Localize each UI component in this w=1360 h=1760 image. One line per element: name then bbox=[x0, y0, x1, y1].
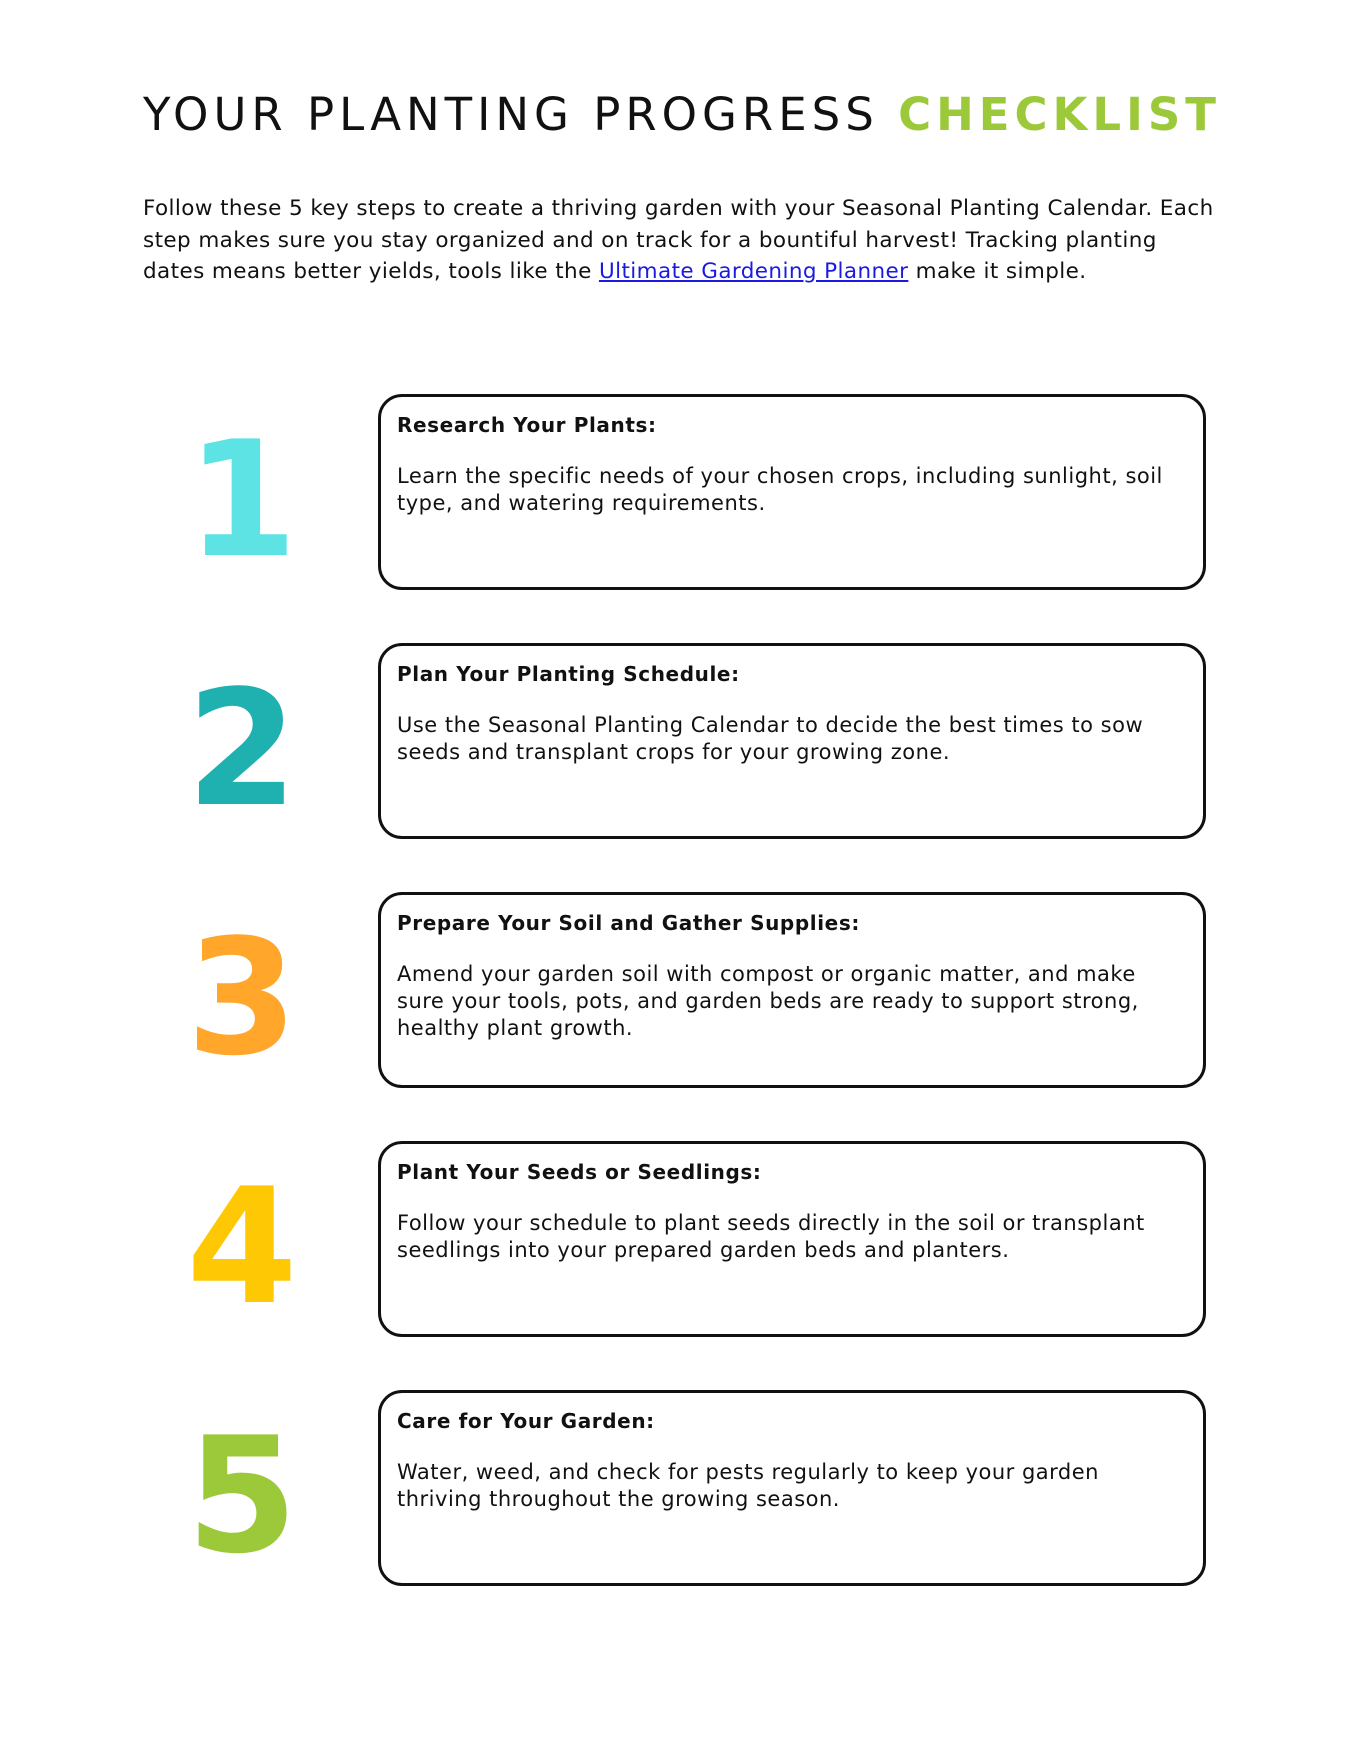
step-title: Prepare Your Soil and Gather Supplies: bbox=[397, 911, 860, 935]
step-card-research bbox=[378, 394, 1206, 590]
title-main: YOUR PLANTING PROGRESS bbox=[143, 88, 899, 141]
step-description: Learn the specific needs of your chosen crops, including sunlight, soil type, and watering requirements. bbox=[397, 464, 1163, 515]
step-card-prepare bbox=[378, 892, 1206, 1088]
title-accent: CHECKLIST bbox=[898, 88, 1221, 141]
step-number-5: 5 bbox=[186, 1402, 298, 1589]
step-description: Follow your schedule to plant seeds directly in the soil or transplant seedlings into your prepared garden beds and planters. bbox=[397, 1211, 1145, 1262]
step-card-plant bbox=[378, 1141, 1206, 1337]
step-card-care bbox=[378, 1390, 1206, 1586]
step-description: Amend your garden soil with compost or organic matter, and make sure your tools, pots, and garden beds are ready to support strong, healthy plant growth. bbox=[397, 962, 1139, 1040]
step-title: Plant Your Seeds or Seedlings: bbox=[397, 1160, 762, 1184]
step-title: Research Your Plants: bbox=[397, 413, 657, 437]
step-title: Care for Your Garden: bbox=[397, 1409, 655, 1433]
step-card-plan bbox=[378, 643, 1206, 839]
step-description: Use the Seasonal Planting Calendar to decide the best times to sow seeds and transplant crops for your growing zone. bbox=[397, 713, 1144, 764]
step-number-1: 1 bbox=[186, 406, 298, 593]
step-number-4: 4 bbox=[186, 1153, 298, 1340]
step-title: Plan Your Planting Schedule: bbox=[397, 662, 740, 686]
page-title bbox=[143, 88, 1243, 141]
step-number-2: 2 bbox=[186, 655, 298, 842]
intro-paragraph bbox=[143, 193, 1223, 288]
planner-link[interactable]: Ultimate Gardening Planner bbox=[598, 259, 909, 284]
step-number-3: 3 bbox=[186, 904, 298, 1091]
intro-text-end: make it simple. bbox=[908, 259, 1087, 284]
step-description: Water, weed, and check for pests regularly to keep your garden thriving throughout the growing season. bbox=[397, 1460, 1099, 1511]
intro-text: Follow these 5 key steps to create a thriving garden with your Seasonal Planting Calendar. Each step makes sure you stay organized and on track for a bountiful harvest! Tracking planting dates means better yields, tools like the bbox=[143, 196, 1214, 284]
